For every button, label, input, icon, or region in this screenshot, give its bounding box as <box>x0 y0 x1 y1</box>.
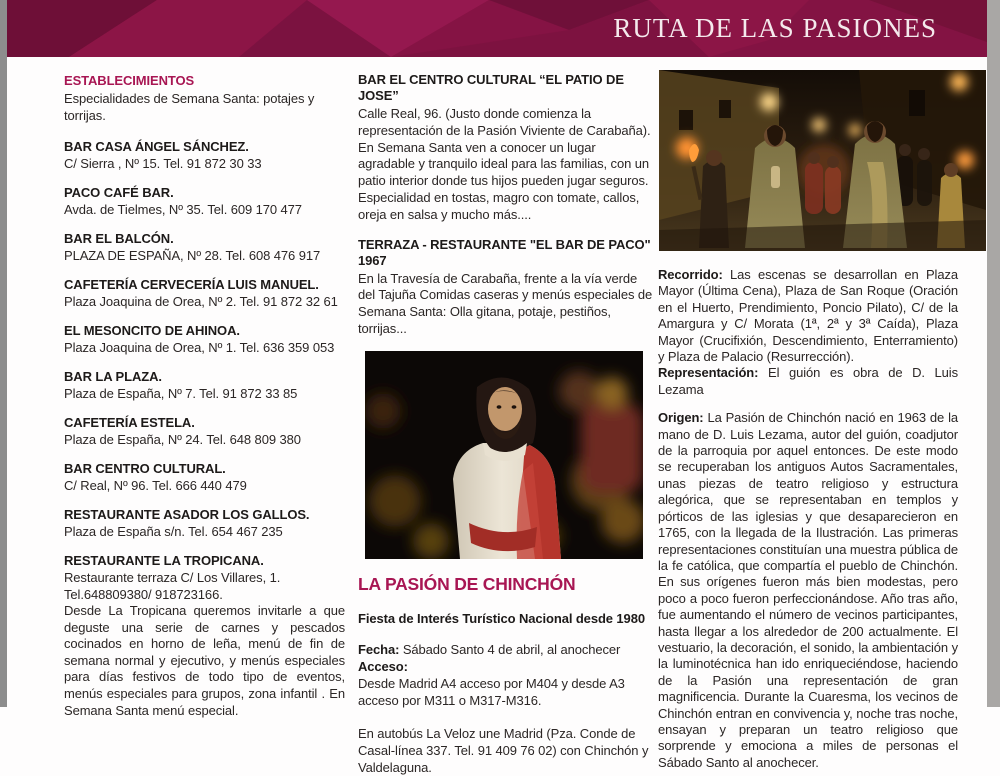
acceso-label: Acceso: <box>358 658 408 674</box>
scan-edge-left <box>0 0 7 707</box>
establishment-details: PLAZA DE ESPAÑA, Nº 28. Tel. 608 476 917 <box>64 248 321 263</box>
establishment-entry <box>64 506 345 540</box>
representacion-label: Representación: <box>658 365 759 381</box>
establishment-name: RESTAURANTE LA TROPICANA. <box>64 553 264 568</box>
center-column <box>358 72 654 776</box>
establishment-entry <box>64 322 345 356</box>
establishment-name: BAR LA PLAZA. <box>64 369 162 384</box>
establishment-entry <box>64 138 345 172</box>
establishment-name: CAFETERÍA ESTELA. <box>64 415 195 430</box>
establishment-name: RESTAURANTE ASADOR LOS GALLOS. <box>64 507 310 522</box>
establishment-entry <box>64 460 345 494</box>
establishment-name: EL MESONCITO DE AHINOA. <box>64 323 240 338</box>
right-column <box>658 70 988 771</box>
bar-centro-cultural-heading: BAR EL CENTRO CULTURAL “EL PATIO DE JOSE” <box>358 72 624 103</box>
page-title: RUTA DE LAS PASIONES <box>613 13 937 43</box>
establishment-entry <box>64 276 345 310</box>
pasion-subtitle: Fiesta de Interés Turístico Nacional desde 1980 <box>358 610 645 626</box>
terraza-bar-de-paco-text: En la Travesía de Carabaña, frente a la vía verde del Tajuña Comidas caseras y menús especiales de Semana Santa: Olla gitana, potaje, pestiños, torrijas... <box>358 270 653 336</box>
jesus-photo-illustration <box>365 351 643 559</box>
scan-edge-right <box>987 0 1000 707</box>
bar-centro-cultural-text: Calle Real, 96. (Justo donde comienza la representación de la Pasión Viviente de Carabaña). En Semana Santa ven a conocer un lugar agradable y tranquilo ideal para las familias, con un patio interior donde tus hijos pueden jugar seguros. Especialidad en tostas, magro con tomate, callos, oreja en salsa y mucho más.... <box>358 106 651 222</box>
origen-label: Origen: <box>658 410 704 426</box>
procession-photo-illustration <box>659 70 986 251</box>
establishment-details: C/ Real, Nº 96. Tel. 666 440 479 <box>64 478 247 493</box>
pasion-title: LA PASIÓN DE CHINCHÓN <box>358 573 576 594</box>
establishment-name: PACO CAFÉ BAR. <box>64 185 174 200</box>
terraza-bar-de-paco-heading: TERRAZA - RESTAURANTE "EL BAR DE PACO" 1967 <box>358 236 651 268</box>
establishment-details: Plaza de España, Nº 24. Tel. 648 809 380 <box>64 432 301 447</box>
recorrido-label: Recorrido: <box>658 267 723 282</box>
establishment-entry <box>64 414 345 448</box>
origen-paragraph <box>658 410 958 771</box>
establishment-entry <box>64 230 345 264</box>
establishment-description: Desde La Tropicana queremos invitarle a que deguste una serie de carnes y pescados cocinados en horno de leña, menú de fin de semana normal y ejecutivo, y menús especiales para días festivos de todo tipo de eventos, menús especiales para grupos, zona infantil . En Semana Santa menú especial. <box>64 603 345 718</box>
recorrido-text: Las escenas se desarrollan en Plaza Mayor (Última Cena), Plaza de San Roque (Oración en el Huerto, Prendimiento, Poncio Pilato), C/ de la Amargura y C/ Morata (1ª, 2ª y 3ª Caída), Plaza Mayor (Crucifixión, Descendimiento, Enterramiento) y Plaza de Palacio (Resurrección). <box>658 267 958 365</box>
procession-photo <box>659 70 986 251</box>
establishment-details: Restaurante terraza C/ Los Villares, 1. <box>64 570 281 585</box>
establishment-entry <box>64 184 345 218</box>
establishments-subheading: Especialidades de Semana Santa: potajes y torrijas. <box>64 91 315 123</box>
fecha-value: Sábado Santo 4 de abril, al anochecer <box>402 641 621 657</box>
fecha-line <box>358 641 654 709</box>
establishment-details: Plaza Joaquina de Orea, Nº 1. Tel. 636 359 053 <box>64 340 335 355</box>
acceso-value: Desde Madrid A4 acceso por M404 y desde A3 acceso por M311 o M317-M316. <box>358 675 625 708</box>
bus-access-text: En autobús La Veloz une Madrid (Pza. Conde de Casal-línea 337. Tel. 91 409 76 02) con Chinchón y Valdelaguna. <box>358 725 649 775</box>
establishment-entry <box>64 368 345 402</box>
establishment-name: CAFETERÍA CERVECERÍA LUIS MANUEL. <box>64 277 319 292</box>
establishment-entry <box>64 552 345 719</box>
establishments-heading: ESTABLECIMIENTOS <box>64 73 195 88</box>
establishment-details: Plaza Joaquina de Orea, Nº 2. Tel. 91 872 32 61 <box>64 294 338 309</box>
establishment-name: BAR CASA ÁNGEL SÁNCHEZ. <box>64 139 249 154</box>
establishment-details: Plaza de España, Nº 7. Tel. 91 872 33 85 <box>64 386 298 401</box>
establishments-column <box>64 72 345 731</box>
establishment-details: C/ Sierra , Nº 15. Tel. 91 872 30 33 <box>64 156 262 171</box>
fecha-label: Fecha: <box>358 641 400 657</box>
page-banner <box>7 0 987 57</box>
representacion-text: El guión es obra de D. Luis Lezama <box>658 365 958 397</box>
establishment-details: Tel.648809380/ 918723166. <box>64 587 223 602</box>
origen-text: La Pasión de Chinchón nació en 1963 de la mano de D. Luis Lezama, autor del guión, coadjutor de la parroquia por aquel entonces. De este modo se recuperaban los antiguos Autos Sacramentales, unas piezas de teatro religioso y estructura alegórica, que se representaban en templos y pórticos de las iglesias y que desaparecieron en 1765, con la llegada de la Ilustración. Las primeras representaciones constituían una muestra pública de la fe católica, que compartía el pueblo de Chinchón. En sus orígenes fueron más bien modestas, pero poco a poco fueron perfeccionándose. Año tras año, fue aumentando el número de vecinos participantes, hasta llegar a los alrededor de 200 actualmente. El vestuario, la decoración, el sonido, la ambientación y la luminotécnica han ido enriqueciéndose, haciendo de la Pasión una representación de gran magnificencia. Durante la Cuaresma, los vecinos de Chinchón entran en convivencia y, noche tras noche, ensayan y preparan un teatro religioso que sorprende y emociona a miles de personas el Sábado Santo al anochecer. <box>658 410 958 770</box>
jesus-actor-photo <box>365 351 643 559</box>
establishment-details: Avda. de Tielmes, Nº 35. Tel. 609 170 477 <box>64 202 302 217</box>
establishment-name: BAR CENTRO CULTURAL. <box>64 461 226 476</box>
recorrido-paragraph <box>658 267 958 398</box>
establishment-name: BAR EL BALCÓN. <box>64 231 174 246</box>
establishment-details: Plaza de España s/n. Tel. 654 467 235 <box>64 524 283 539</box>
